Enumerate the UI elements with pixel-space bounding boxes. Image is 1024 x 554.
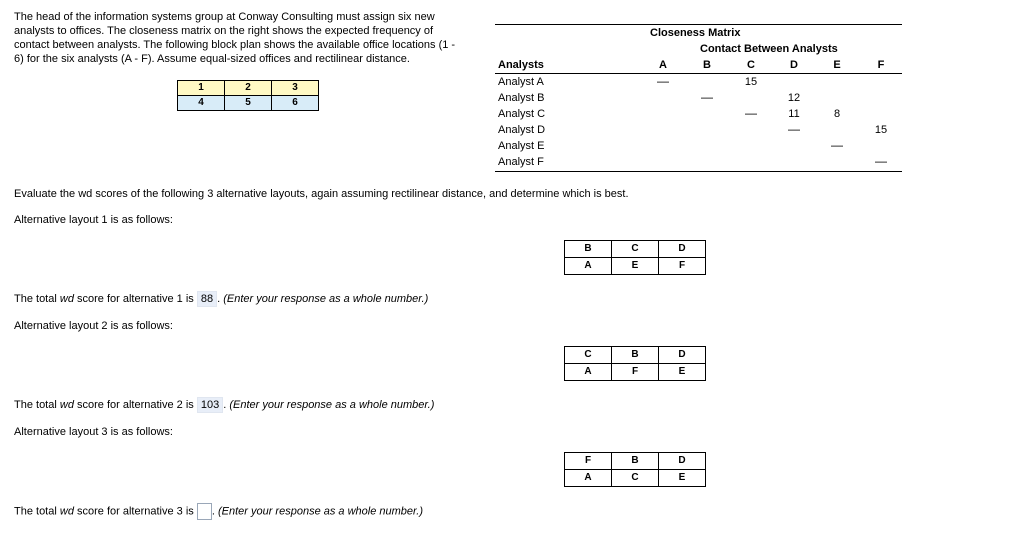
alt1-result: The total wd score for alternative 1 is 88 . (Enter your response as a whole number.) xyxy=(14,293,429,305)
matrix-bottom-rule xyxy=(495,171,902,172)
plan-cell: 5 xyxy=(225,96,272,111)
alt2-label: Alternative layout 2 is as follows: xyxy=(14,320,173,332)
result-mid: score for alternative 1 is xyxy=(77,293,194,305)
matrix-top-rule xyxy=(495,24,902,25)
layout-cell: B xyxy=(565,241,612,258)
plan-cell: 6 xyxy=(272,96,319,111)
alt2-layout xyxy=(564,346,706,381)
layout-cell: A xyxy=(565,364,612,381)
layout-cell: A xyxy=(565,258,612,275)
matrix-value: 8 xyxy=(833,108,841,120)
layout-cell: B xyxy=(612,347,659,364)
matrix-col-header: F xyxy=(877,59,885,71)
matrix-col-header: C xyxy=(747,59,755,71)
matrix-col-header: E xyxy=(833,59,841,71)
evaluate-instruction: Evaluate the wd scores of the following 3 alternative layouts, again assuming rectilinear distance, and determine which is best. xyxy=(14,188,629,200)
result-mid: score for alternative 3 is xyxy=(77,505,194,518)
layout-cell: E xyxy=(659,470,706,487)
matrix-col-header: D xyxy=(790,59,798,71)
wd-term: wd xyxy=(59,505,74,518)
matrix-diagonal: — xyxy=(875,154,887,168)
matrix-row-label: Analyst C xyxy=(498,108,546,120)
alt1-layout xyxy=(564,240,706,275)
layout-cell: F xyxy=(565,453,612,470)
matrix-diagonal: — xyxy=(657,74,669,88)
matrix-row-label: Analyst A xyxy=(498,76,544,88)
result-mid: score for alternative 2 is xyxy=(77,399,194,411)
alt3-answer-input[interactable] xyxy=(197,503,212,520)
plan-cell: 2 xyxy=(225,81,272,96)
alt3-label: Alternative layout 3 is as follows: xyxy=(14,426,173,438)
result-prefix: The total xyxy=(14,399,57,411)
matrix-subtitle: Contact Between Analysts xyxy=(700,43,838,55)
layout-cell: D xyxy=(659,241,706,258)
matrix-row-label: Analyst E xyxy=(498,140,545,152)
matrix-header-rule xyxy=(495,73,902,74)
alt2-answer-field[interactable]: 103 xyxy=(197,397,223,413)
alt1-hint: (Enter your response as a whole number.) xyxy=(223,293,429,305)
plan-cell: 3 xyxy=(272,81,319,96)
plan-cell: 4 xyxy=(178,96,225,111)
layout-cell: F xyxy=(612,364,659,381)
layout-cell: B xyxy=(612,453,659,470)
matrix-value: 12 xyxy=(787,92,801,104)
alt1-answer-field[interactable]: 88 xyxy=(197,291,217,307)
layout-cell: C xyxy=(612,470,659,487)
layout-cell: C xyxy=(565,347,612,364)
matrix-row-label: Analyst F xyxy=(498,156,544,168)
matrix-col-header: A xyxy=(659,59,667,71)
alt1-label: Alternative layout 1 is as follows: xyxy=(14,214,173,226)
layout-cell: C xyxy=(612,241,659,258)
matrix-diagonal: — xyxy=(831,138,843,152)
matrix-col-header: B xyxy=(703,59,711,71)
plan-cell: 1 xyxy=(178,81,225,96)
layout-cell: E xyxy=(612,258,659,275)
matrix-value: 15 xyxy=(874,124,888,136)
alt2-result: The total wd score for alternative 2 is 103 . (Enter your response as a whole number.) xyxy=(14,399,435,411)
wd-term: wd xyxy=(59,399,74,411)
result-prefix: The total xyxy=(14,293,57,305)
matrix-value: 15 xyxy=(744,76,758,88)
layout-cell: D xyxy=(659,453,706,470)
result-prefix: The total xyxy=(14,505,57,518)
layout-cell: A xyxy=(565,470,612,487)
alt3-result: The total wd score for alternative 3 is . (Enter your response as a whole number.) xyxy=(14,503,423,520)
layout-cell: E xyxy=(659,364,706,381)
matrix-row-label: Analyst D xyxy=(498,124,546,136)
layout-cell: D xyxy=(659,347,706,364)
wd-term: wd xyxy=(59,293,74,305)
matrix-analysts-header: Analysts xyxy=(498,59,544,71)
alt3-layout xyxy=(564,452,706,487)
matrix-row-label: Analyst B xyxy=(498,92,545,104)
matrix-title: Closeness Matrix xyxy=(650,27,741,39)
matrix-diagonal: — xyxy=(788,122,800,136)
alt3-hint: (Enter your response as a whole number.) xyxy=(217,505,423,518)
matrix-value: 11 xyxy=(788,108,800,120)
alt2-hint: (Enter your response as a whole number.) xyxy=(229,399,435,411)
layout-cell: F xyxy=(659,258,706,275)
matrix-diagonal: — xyxy=(701,90,713,104)
problem-intro: The head of the information systems group at Conway Consulting must assign six new analysts to offices. The closeness matrix on the right shows the expected frequency of contact between analysts. The following block plan shows the available office locations (1 - 6) for the six analysts (A - F). Assume equal-sized offices and rectilinear distance. xyxy=(14,11,456,65)
block-plan xyxy=(177,80,319,111)
matrix-diagonal: — xyxy=(745,106,757,120)
